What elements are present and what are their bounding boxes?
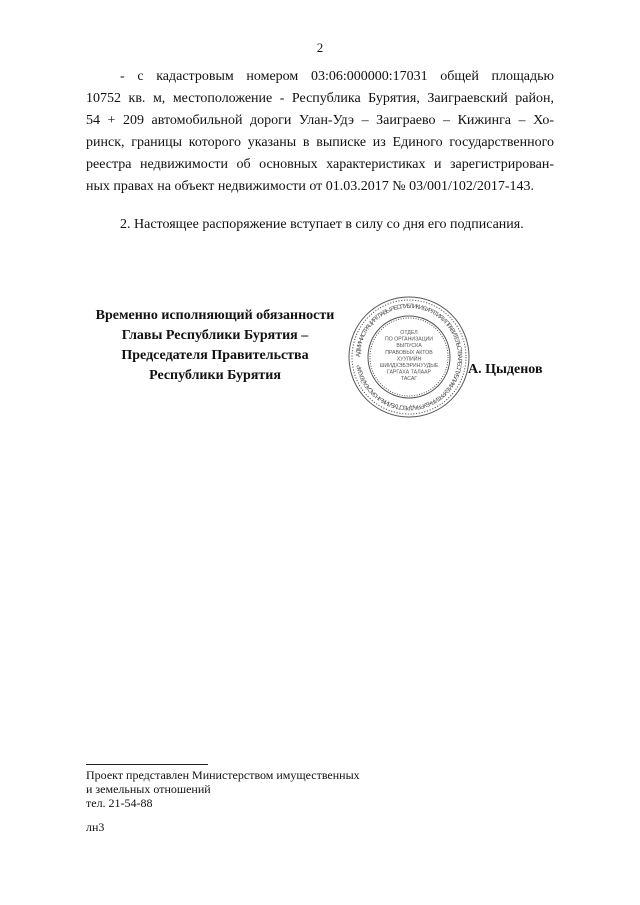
paragraph-line: ринск, границы которого указаны в выписке из Единого государственного [86, 135, 554, 150]
seal-center-line: ТАСАГ [400, 376, 418, 383]
footer-note [86, 768, 360, 810]
paragraph-line: - с кадастровым номером 03:06:000000:17031 общей площадью [120, 69, 554, 84]
seal-center-line: ПРАВОВЫХ АКТОВ [385, 349, 433, 356]
footer-line: Проект представлен Министерством имущественных [86, 768, 360, 782]
paragraph-line: реестра недвижимости об основных характеристиках и зарегистрирован- [86, 157, 554, 172]
seal-center-line: ПО ОРГАНИЗАЦИИ [385, 336, 433, 343]
page-number: 2 [316, 40, 324, 55]
signer-title-line: Главы Республики Бурятия – [121, 328, 309, 343]
seal-ring-text: АДМИНИСТРАЦИЯ ГЛАВЫ РЕСПУБЛИКИ БУРЯТИЯ И ПРАВИТЕЛЬСТВА РЕСПУБЛИКИ БУРЯТИЯ • БУРЯАД РЕСПУБЛИКЫН ЗАСАГАЙ ГАЗАР [354, 302, 464, 412]
signer-title-line: Председателя Правительства [121, 348, 309, 363]
signer-name: А. Цыденов [468, 362, 543, 377]
paragraph-line: ных правах на объект недвижимости от 01.03.2017 № 03/001/102/2017-143. [86, 179, 534, 194]
paragraph-line: 10752 кв. м, местоположение - Республика Бурятия, Заиграевский район, [86, 91, 554, 106]
signer-title-line: Временно исполняющий обязанности [95, 308, 335, 323]
paragraph-cadastral [86, 66, 554, 198]
signer-title-line: Республики Бурятия [149, 368, 281, 383]
paragraph-effective-date [86, 214, 554, 236]
signer-title [80, 306, 350, 386]
paragraph-line: 2. Настоящее распоряжение вступает в силу со дня его подписания. [120, 217, 524, 232]
seal-center-line: ХУУЛИЙН [396, 356, 422, 363]
document-code: лн3 [86, 820, 105, 834]
footer-line: и земельных отношений [86, 782, 211, 796]
seal-center-line: ГАРГАХА ТАЛААР [386, 369, 432, 376]
footer-divider [86, 764, 208, 765]
paragraph-line: 54 + 209 автомобильной дороги Улан-Удэ – Заиграево – Кижинга – Хо- [86, 113, 554, 128]
official-seal [347, 295, 471, 419]
seal-center-line: ВЫПУСКА [396, 343, 422, 350]
seal-center-line: ШИИДХЭБЭРИНУУДЫЕ [379, 363, 439, 369]
seal-center-line: ОТДЕЛ [400, 330, 418, 336]
footer-phone: тел. 21-54-88 [86, 796, 153, 810]
